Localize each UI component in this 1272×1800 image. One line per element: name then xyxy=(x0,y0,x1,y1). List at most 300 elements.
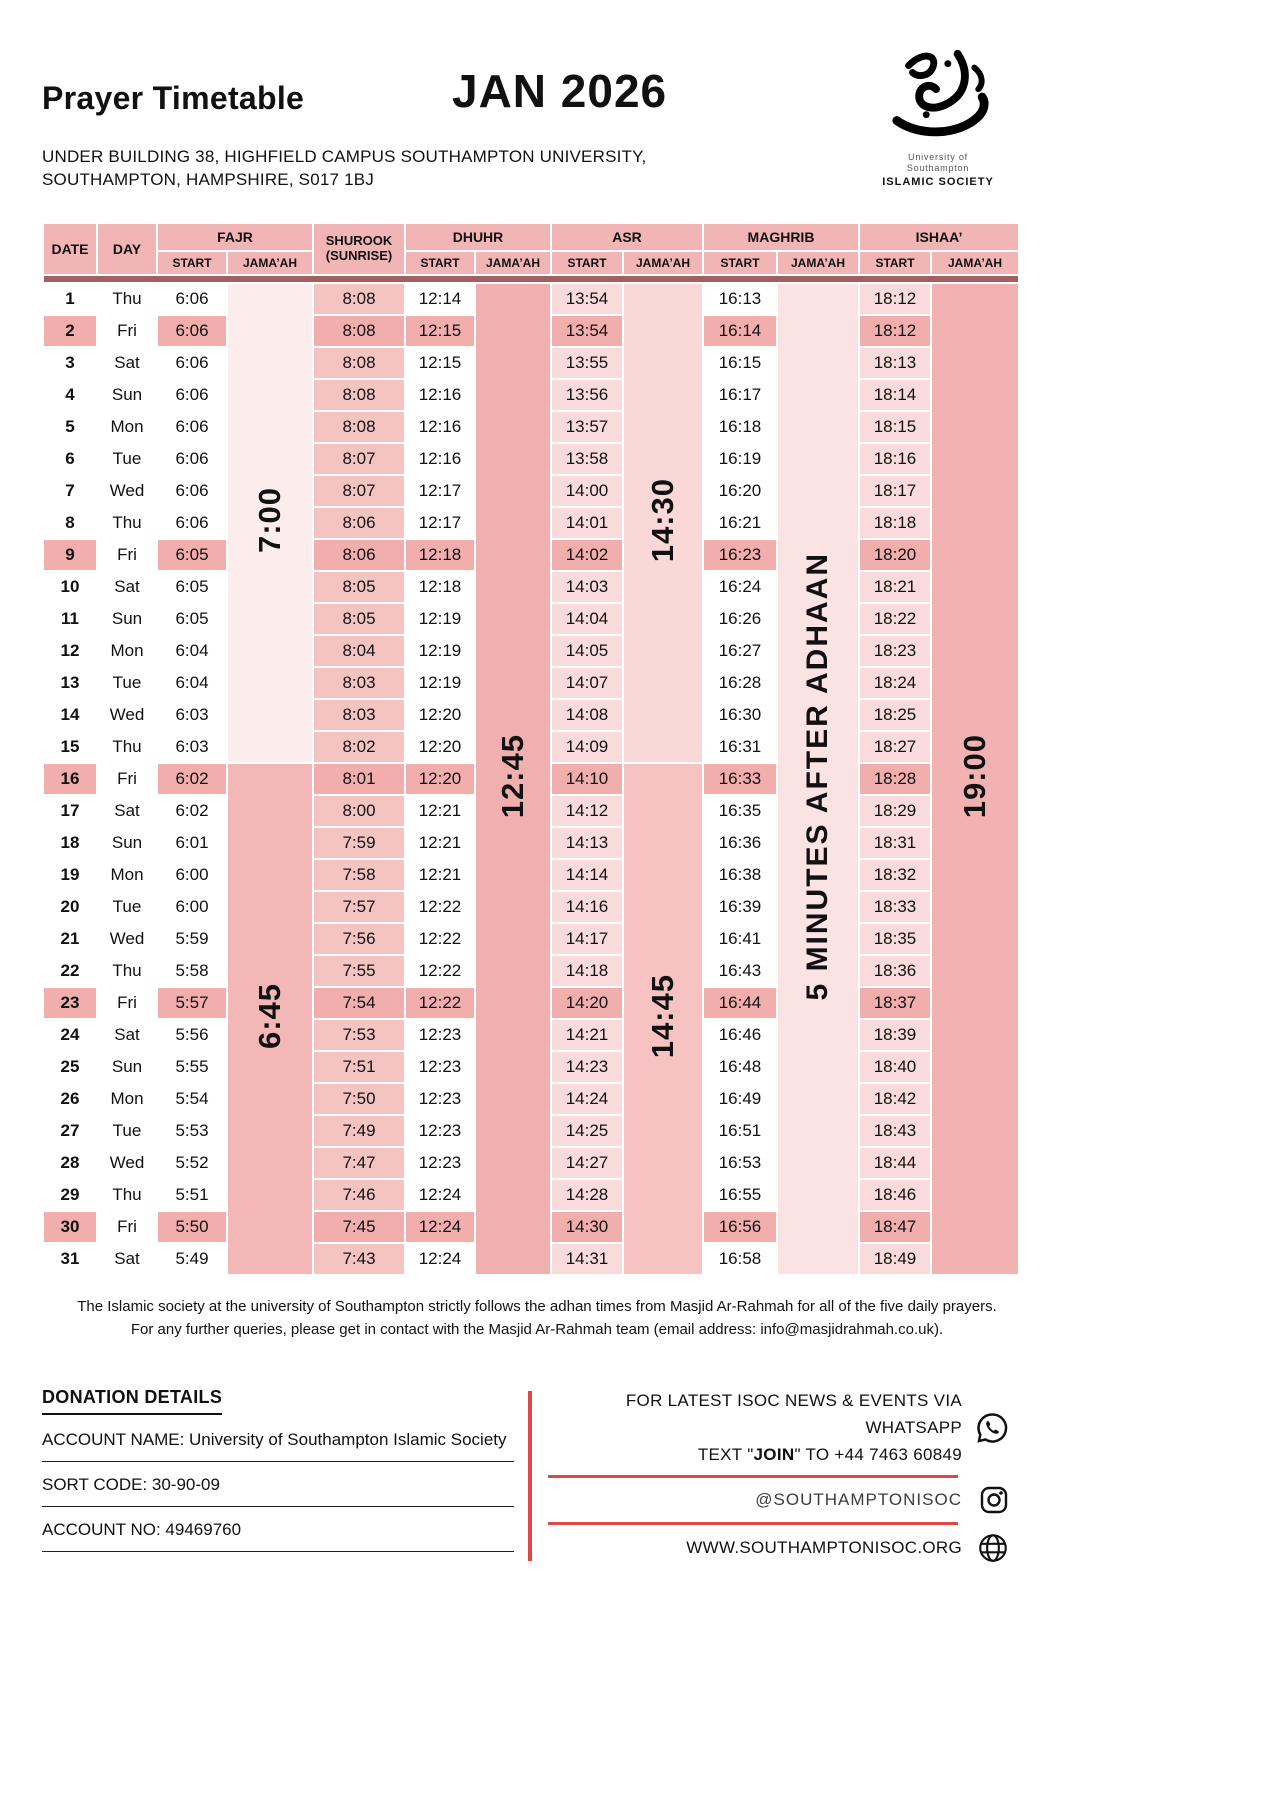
maghrib-start-cell: 16:18 xyxy=(718,417,762,436)
whatsapp-join-line: TEXT "JOIN" TO +44 7463 60849 xyxy=(697,1445,962,1465)
asr-start-cell: 14:10 xyxy=(552,764,622,794)
ishaa-start-cell: 18:16 xyxy=(860,444,930,474)
date-cell: 13 xyxy=(60,673,80,692)
date-cell: 3 xyxy=(65,353,75,372)
asr-start-cell: 14:17 xyxy=(552,924,622,954)
shurook-cell: 8:08 xyxy=(314,348,404,378)
fajr-start-cell: 6:06 xyxy=(175,385,209,404)
day-cell: Thu xyxy=(112,1185,142,1204)
shurook-cell: 7:46 xyxy=(314,1180,404,1210)
asr-start-cell: 14:18 xyxy=(552,956,622,986)
fajr-start-cell: 6:02 xyxy=(175,801,209,820)
website-row xyxy=(548,1531,1010,1565)
subheader-ishaa-jamaah: JAMA’AH xyxy=(932,252,1018,274)
maghrib-jamaah-merged-cell: 5 MINUTES AFTER ADHAAN xyxy=(778,284,858,1274)
ishaa-start-cell: 18:35 xyxy=(860,924,930,954)
date-cell: 4 xyxy=(65,385,75,404)
dhuhr-start-cell: 12:20 xyxy=(406,764,474,794)
maghrib-start-cell: 16:41 xyxy=(718,929,762,948)
maghrib-start-cell: 16:30 xyxy=(718,705,762,724)
dhuhr-start-cell: 12:21 xyxy=(418,801,462,820)
dhuhr-start-cell: 12:22 xyxy=(418,929,462,948)
donation-heading: DONATION DETAILS xyxy=(42,1387,222,1415)
subheader-dhuhr-jamaah: JAMA’AH xyxy=(476,252,550,274)
date-cell: 25 xyxy=(60,1057,80,1076)
fajr-start-cell: 6:05 xyxy=(158,540,226,570)
day-cell: Thu xyxy=(112,513,142,532)
day-cell: Mon xyxy=(110,641,144,660)
fajr-start-cell: 5:52 xyxy=(175,1153,209,1172)
fajr-start-cell: 6:02 xyxy=(158,764,226,794)
ishaa-start-cell: 18:13 xyxy=(860,348,930,378)
dhuhr-start-cell: 12:16 xyxy=(418,385,462,404)
dhuhr-start-cell: 12:21 xyxy=(418,865,462,884)
maghrib-start-cell: 16:55 xyxy=(718,1185,762,1204)
asr-jamaah-second-merged-cell: 14:45 xyxy=(624,764,702,1274)
maghrib-start-cell: 16:26 xyxy=(718,609,762,628)
shurook-cell: 8:02 xyxy=(314,732,404,762)
maghrib-start-cell: 16:46 xyxy=(718,1025,762,1044)
asr-start-cell: 13:58 xyxy=(552,444,622,474)
date-cell: 29 xyxy=(60,1185,80,1204)
ishaa-start-cell: 18:47 xyxy=(860,1212,930,1242)
subheader-maghrib-jamaah: JAMA’AH xyxy=(778,252,858,274)
maghrib-start-cell: 16:17 xyxy=(718,385,762,404)
asr-start-cell: 14:23 xyxy=(552,1052,622,1082)
ishaa-start-cell: 18:24 xyxy=(860,668,930,698)
footnote xyxy=(42,1296,1032,1341)
date-cell: 24 xyxy=(60,1025,80,1044)
dhuhr-start-cell: 12:17 xyxy=(418,481,462,500)
date-cell: 9 xyxy=(44,540,96,570)
dhuhr-jamaah-merged-cell: 12:45 xyxy=(476,284,550,1274)
shurook-cell: 7:56 xyxy=(314,924,404,954)
dhuhr-start-cell: 12:22 xyxy=(418,897,462,916)
ishaa-start-cell: 18:23 xyxy=(860,636,930,666)
fajr-start-cell: 6:04 xyxy=(175,673,209,692)
asr-start-cell: 13:56 xyxy=(552,380,622,410)
shurook-cell: 7:45 xyxy=(314,1212,404,1242)
asr-start-cell: 14:14 xyxy=(552,860,622,890)
footnote-line-1: The Islamic society at the university of Southampton strictly follows the adhan times from Masjid Ar-Rahmah for all of the five daily prayers. xyxy=(77,1298,997,1315)
col-header-shurook: SHUROOK (SUNRISE) xyxy=(314,224,404,274)
header-divider-rule xyxy=(44,276,1018,282)
dhuhr-start-cell: 12:15 xyxy=(406,316,474,346)
asr-start-cell: 13:54 xyxy=(552,316,622,346)
date-cell: 31 xyxy=(60,1249,80,1268)
shurook-cell: 8:06 xyxy=(314,508,404,538)
red-divider-bar xyxy=(528,1391,532,1561)
shurook-cell: 7:54 xyxy=(314,988,404,1018)
ishaa-start-cell: 18:37 xyxy=(860,988,930,1018)
day-cell: Sat xyxy=(114,801,140,820)
whatsapp-row xyxy=(548,1387,1010,1469)
asr-start-cell: 14:25 xyxy=(552,1116,622,1146)
col-header-asr: ASR xyxy=(552,224,702,250)
date-cell: 7 xyxy=(65,481,75,500)
day-cell: Wed xyxy=(109,481,145,500)
shurook-cell: 8:08 xyxy=(314,380,404,410)
dhuhr-start-cell: 12:24 xyxy=(418,1185,462,1204)
fajr-start-cell: 6:05 xyxy=(175,609,209,628)
day-cell: Tue xyxy=(112,1121,142,1140)
asr-start-cell: 14:16 xyxy=(552,892,622,922)
dhuhr-start-cell: 12:16 xyxy=(418,449,462,468)
asr-start-cell: 14:12 xyxy=(552,796,622,826)
dhuhr-start-cell: 12:23 xyxy=(418,1121,462,1140)
maghrib-start-cell: 16:31 xyxy=(718,737,762,756)
day-cell: Mon xyxy=(110,417,144,436)
shurook-cell: 7:53 xyxy=(314,1020,404,1050)
day-cell: Sat xyxy=(114,1249,140,1268)
donation-sort-code: SORT CODE: 30-90-09 xyxy=(42,1462,514,1507)
fajr-start-cell: 5:55 xyxy=(175,1057,209,1076)
day-cell: Fri xyxy=(117,1217,137,1236)
dhuhr-start-cell: 12:22 xyxy=(406,988,474,1018)
social-block xyxy=(528,1387,1010,1565)
maghrib-start-cell: 16:13 xyxy=(718,289,762,308)
address-line-2: SOUTHAMPTON, HAMPSHIRE, S017 1BJ xyxy=(42,169,374,189)
shurook-cell: 7:59 xyxy=(314,828,404,858)
dhuhr-start-cell: 12:23 xyxy=(418,1089,462,1108)
globe-icon xyxy=(962,1531,1010,1565)
date-cell: 6 xyxy=(65,449,75,468)
shurook-cell: 7:57 xyxy=(314,892,404,922)
date-cell: 2 xyxy=(44,316,96,346)
address xyxy=(42,146,646,192)
maghrib-start-cell: 16:35 xyxy=(718,801,762,820)
header-row-prayers xyxy=(44,224,1018,250)
calligraphy-logo-icon xyxy=(879,46,997,150)
fajr-start-cell: 6:06 xyxy=(158,316,226,346)
date-cell: 28 xyxy=(60,1153,80,1172)
asr-start-cell: 14:13 xyxy=(552,828,622,858)
asr-jamaah-first-merged-cell: 14:30 xyxy=(624,284,702,762)
donation-account-no: ACCOUNT NO: 49469760 xyxy=(42,1507,514,1552)
shurook-cell: 8:05 xyxy=(314,604,404,634)
col-header-ishaa: ISHAA’ xyxy=(860,224,1018,250)
subheader-fajr-start: START xyxy=(158,252,226,274)
ishaa-start-cell: 18:33 xyxy=(860,892,930,922)
date-cell: 1 xyxy=(65,289,75,308)
ishaa-start-cell: 18:14 xyxy=(860,380,930,410)
asr-start-cell: 14:05 xyxy=(552,636,622,666)
day-cell: Sun xyxy=(111,609,143,628)
date-cell: 12 xyxy=(60,641,80,660)
dhuhr-start-cell: 12:24 xyxy=(406,1212,474,1242)
dhuhr-start-cell: 12:22 xyxy=(418,961,462,980)
day-cell: Wed xyxy=(109,1153,145,1172)
maghrib-start-cell: 16:44 xyxy=(704,988,776,1018)
ishaa-start-cell: 18:12 xyxy=(860,316,930,346)
dhuhr-start-cell: 12:20 xyxy=(418,705,462,724)
shurook-cell: 7:58 xyxy=(314,860,404,890)
month-title: JAN 2026 xyxy=(452,65,668,117)
subheader-asr-jamaah: JAMA’AH xyxy=(624,252,702,274)
fajr-start-cell: 5:50 xyxy=(158,1212,226,1242)
asr-start-cell: 13:55 xyxy=(552,348,622,378)
shurook-cell: 7:51 xyxy=(314,1052,404,1082)
fajr-start-cell: 6:01 xyxy=(175,833,209,852)
fajr-start-cell: 6:00 xyxy=(175,865,209,884)
subheader-dhuhr-start: START xyxy=(406,252,474,274)
maghrib-start-cell: 16:23 xyxy=(704,540,776,570)
subheader-fajr-jamaah: JAMA’AH xyxy=(228,252,312,274)
fajr-start-cell: 5:51 xyxy=(175,1185,209,1204)
maghrib-start-cell: 16:33 xyxy=(704,764,776,794)
subheader-ishaa-start: START xyxy=(860,252,930,274)
fajr-start-cell: 6:00 xyxy=(175,897,209,916)
date-cell: 8 xyxy=(65,513,75,532)
asr-start-cell: 14:24 xyxy=(552,1084,622,1114)
col-header-fajr: FAJR xyxy=(158,224,312,250)
shurook-cell: 8:08 xyxy=(314,412,404,442)
date-cell: 15 xyxy=(60,737,80,756)
ishaa-start-cell: 18:25 xyxy=(860,700,930,730)
asr-start-cell: 14:00 xyxy=(552,476,622,506)
dhuhr-start-cell: 12:23 xyxy=(418,1025,462,1044)
ishaa-start-cell: 18:29 xyxy=(860,796,930,826)
asr-start-cell: 14:21 xyxy=(552,1020,622,1050)
ishaa-start-cell: 18:28 xyxy=(860,764,930,794)
shurook-cell: 8:08 xyxy=(314,316,404,346)
maghrib-start-cell: 16:14 xyxy=(704,316,776,346)
shurook-cell: 7:47 xyxy=(314,1148,404,1178)
shurook-cell: 7:55 xyxy=(314,956,404,986)
fajr-start-cell: 6:06 xyxy=(175,417,209,436)
day-cell: Fri xyxy=(117,769,137,788)
fajr-start-cell: 5:54 xyxy=(175,1089,209,1108)
ishaa-start-cell: 18:17 xyxy=(860,476,930,506)
day-cell: Sun xyxy=(111,1057,143,1076)
col-header-dhuhr: DHUHR xyxy=(406,224,550,250)
asr-start-cell: 14:20 xyxy=(552,988,622,1018)
page-title: Prayer Timetable xyxy=(42,80,305,116)
ishaa-start-cell: 18:40 xyxy=(860,1052,930,1082)
asr-start-cell: 13:57 xyxy=(552,412,622,442)
instagram-row xyxy=(548,1484,1010,1516)
fajr-start-cell: 5:56 xyxy=(175,1025,209,1044)
shurook-cell: 8:00 xyxy=(314,796,404,826)
logo-society-text: ISLAMIC SOCIETY xyxy=(882,175,994,188)
logo-university-text: University of Southampton xyxy=(906,152,970,174)
maghrib-start-cell: 16:43 xyxy=(718,961,762,980)
maghrib-start-cell: 16:56 xyxy=(704,1212,776,1242)
date-cell: 23 xyxy=(44,988,96,1018)
ishaa-start-cell: 18:15 xyxy=(860,412,930,442)
shurook-cell: 7:43 xyxy=(314,1244,404,1274)
shurook-cell: 8:03 xyxy=(314,668,404,698)
asr-start-cell: 14:30 xyxy=(552,1212,622,1242)
whatsapp-icon xyxy=(962,1410,1010,1446)
asr-start-cell: 14:27 xyxy=(552,1148,622,1178)
day-cell: Tue xyxy=(112,897,142,916)
date-cell: 11 xyxy=(61,609,79,628)
date-cell: 18 xyxy=(60,833,80,852)
dhuhr-start-cell: 12:19 xyxy=(418,641,462,660)
maghrib-start-cell: 16:28 xyxy=(718,673,762,692)
dhuhr-start-cell: 12:17 xyxy=(418,513,462,532)
asr-start-cell: 14:04 xyxy=(552,604,622,634)
day-cell: Wed xyxy=(109,929,145,948)
dhuhr-start-cell: 12:16 xyxy=(418,417,462,436)
ishaa-jamaah-merged-cell: 19:00 xyxy=(932,284,1018,1274)
date-cell: 22 xyxy=(60,961,80,980)
timetable-row xyxy=(44,284,1018,314)
dhuhr-start-cell: 12:14 xyxy=(418,289,462,308)
maghrib-start-cell: 16:38 xyxy=(718,865,762,884)
asr-start-cell: 14:31 xyxy=(552,1244,622,1274)
dhuhr-start-cell: 12:15 xyxy=(418,353,462,372)
date-cell: 16 xyxy=(44,764,96,794)
page-header xyxy=(0,0,1272,222)
asr-start-cell: 14:28 xyxy=(552,1180,622,1210)
fajr-start-cell: 5:57 xyxy=(158,988,226,1018)
red-rule-top xyxy=(548,1475,958,1478)
fajr-jamaah-first-merged-cell: 7:00 xyxy=(228,284,312,762)
day-cell: Mon xyxy=(110,1089,144,1108)
header-row-start-jamaah xyxy=(44,252,1018,274)
dhuhr-start-cell: 12:23 xyxy=(418,1153,462,1172)
col-header-date: DATE xyxy=(44,224,96,274)
date-cell: 10 xyxy=(60,577,80,596)
day-cell: Fri xyxy=(117,321,137,340)
fajr-start-cell: 5:58 xyxy=(175,961,209,980)
shurook-cell: 7:49 xyxy=(314,1116,404,1146)
shurook-cell: 8:08 xyxy=(314,284,404,314)
day-cell: Sun xyxy=(111,833,143,852)
date-cell: 14 xyxy=(60,705,80,724)
shurook-cell: 8:05 xyxy=(314,572,404,602)
date-cell: 21 xyxy=(60,929,80,948)
date-cell: 5 xyxy=(65,417,75,436)
maghrib-start-cell: 16:20 xyxy=(718,481,762,500)
shurook-cell: 8:04 xyxy=(314,636,404,666)
fajr-start-cell: 6:04 xyxy=(175,641,209,660)
donation-account-name: ACCOUNT NAME: University of Southampton Islamic Society xyxy=(42,1417,514,1462)
asr-start-cell: 14:02 xyxy=(552,540,622,570)
ishaa-start-cell: 18:31 xyxy=(860,828,930,858)
whatsapp-info-line: FOR LATEST ISOC NEWS & EVENTS VIA WHATSAPP xyxy=(625,1391,962,1438)
fajr-start-cell: 6:06 xyxy=(175,449,209,468)
day-cell: Mon xyxy=(110,865,144,884)
fajr-start-cell: 6:06 xyxy=(175,481,209,500)
ishaa-start-cell: 18:49 xyxy=(860,1244,930,1274)
donation-details-block xyxy=(42,1387,514,1565)
shurook-cell: 8:06 xyxy=(314,540,404,570)
dhuhr-start-cell: 12:20 xyxy=(418,737,462,756)
ishaa-start-cell: 18:27 xyxy=(860,732,930,762)
red-rule-bottom xyxy=(548,1522,958,1525)
day-cell: Thu xyxy=(112,961,142,980)
maghrib-start-cell: 16:39 xyxy=(718,897,762,916)
dhuhr-start-cell: 12:19 xyxy=(418,609,462,628)
date-cell: 20 xyxy=(60,897,80,916)
dhuhr-start-cell: 12:23 xyxy=(418,1057,462,1076)
ishaa-start-cell: 18:43 xyxy=(860,1116,930,1146)
asr-start-cell: 13:54 xyxy=(552,284,622,314)
maghrib-start-cell: 16:21 xyxy=(718,513,762,532)
shurook-cell: 8:03 xyxy=(314,700,404,730)
maghrib-start-cell: 16:19 xyxy=(718,449,762,468)
ishaa-start-cell: 18:20 xyxy=(860,540,930,570)
fajr-start-cell: 6:03 xyxy=(175,705,209,724)
day-cell: Sat xyxy=(114,1025,140,1044)
ishaa-start-cell: 18:22 xyxy=(860,604,930,634)
ishaa-start-cell: 18:44 xyxy=(860,1148,930,1178)
day-cell: Wed xyxy=(109,705,145,724)
date-cell: 30 xyxy=(44,1212,96,1242)
footnote-line-2: For any further queries, please get in contact with the Masjid Ar-Rahmah team (email address: info@masjidrahmah.co.uk). xyxy=(130,1320,944,1338)
day-cell: Thu xyxy=(112,737,142,756)
fajr-start-cell: 6:06 xyxy=(175,353,209,372)
ishaa-start-cell: 18:32 xyxy=(860,860,930,890)
date-cell: 26 xyxy=(60,1089,80,1108)
col-header-day: DAY xyxy=(98,224,156,274)
dhuhr-start-cell: 12:18 xyxy=(406,540,474,570)
asr-start-cell: 14:07 xyxy=(552,668,622,698)
dhuhr-start-cell: 12:19 xyxy=(418,673,462,692)
shurook-cell: 8:07 xyxy=(314,476,404,506)
day-cell: Tue xyxy=(112,449,142,468)
isoc-logo xyxy=(866,46,1010,188)
subheader-maghrib-start: START xyxy=(704,252,776,274)
date-cell: 17 xyxy=(60,801,80,820)
maghrib-start-cell: 16:15 xyxy=(718,353,762,372)
maghrib-start-cell: 16:48 xyxy=(718,1057,762,1076)
dhuhr-start-cell: 12:18 xyxy=(418,577,462,596)
dhuhr-start-cell: 12:24 xyxy=(418,1249,462,1268)
date-cell: 27 xyxy=(60,1121,80,1140)
ishaa-start-cell: 18:36 xyxy=(860,956,930,986)
shurook-cell: 7:50 xyxy=(314,1084,404,1114)
day-cell: Fri xyxy=(117,993,137,1012)
fajr-start-cell: 5:53 xyxy=(175,1121,209,1140)
address-line-1: UNDER BUILDING 38, HIGHFIELD CAMPUS SOUTHAMPTON UNIVERSITY, xyxy=(42,147,647,166)
maghrib-start-cell: 16:24 xyxy=(718,577,762,596)
ishaa-start-cell: 18:21 xyxy=(860,572,930,602)
fajr-start-cell: 5:59 xyxy=(175,929,209,948)
asr-start-cell: 14:03 xyxy=(552,572,622,602)
website-url: WWW.SOUTHAMPTONISOC.ORG xyxy=(686,1537,962,1557)
subheader-asr-start: START xyxy=(552,252,622,274)
maghrib-start-cell: 16:27 xyxy=(718,641,762,660)
asr-start-cell: 14:09 xyxy=(552,732,622,762)
footer xyxy=(42,1387,1010,1565)
day-cell: Fri xyxy=(117,545,137,564)
shurook-cell: 8:01 xyxy=(314,764,404,794)
maghrib-start-cell: 16:51 xyxy=(718,1121,762,1140)
maghrib-start-cell: 16:36 xyxy=(718,833,762,852)
day-cell: Tue xyxy=(112,673,142,692)
fajr-start-cell: 5:49 xyxy=(175,1249,209,1268)
ishaa-start-cell: 18:39 xyxy=(860,1020,930,1050)
prayer-timetable xyxy=(42,222,1020,1276)
fajr-start-cell: 6:06 xyxy=(175,513,209,532)
fajr-start-cell: 6:06 xyxy=(175,289,209,308)
fajr-jamaah-second-merged-cell: 6:45 xyxy=(228,764,312,1274)
maghrib-start-cell: 16:58 xyxy=(718,1249,762,1268)
shurook-cell: 8:07 xyxy=(314,444,404,474)
ishaa-start-cell: 18:46 xyxy=(860,1180,930,1210)
day-cell: Sun xyxy=(111,385,143,404)
maghrib-start-cell: 16:49 xyxy=(718,1089,762,1108)
col-header-maghrib: MAGHRIB xyxy=(704,224,858,250)
instagram-handle: @SOUTHAMPTONISOC xyxy=(755,1489,962,1509)
fajr-start-cell: 6:03 xyxy=(175,737,209,756)
day-cell: Sat xyxy=(114,577,140,596)
date-cell: 19 xyxy=(60,865,80,884)
